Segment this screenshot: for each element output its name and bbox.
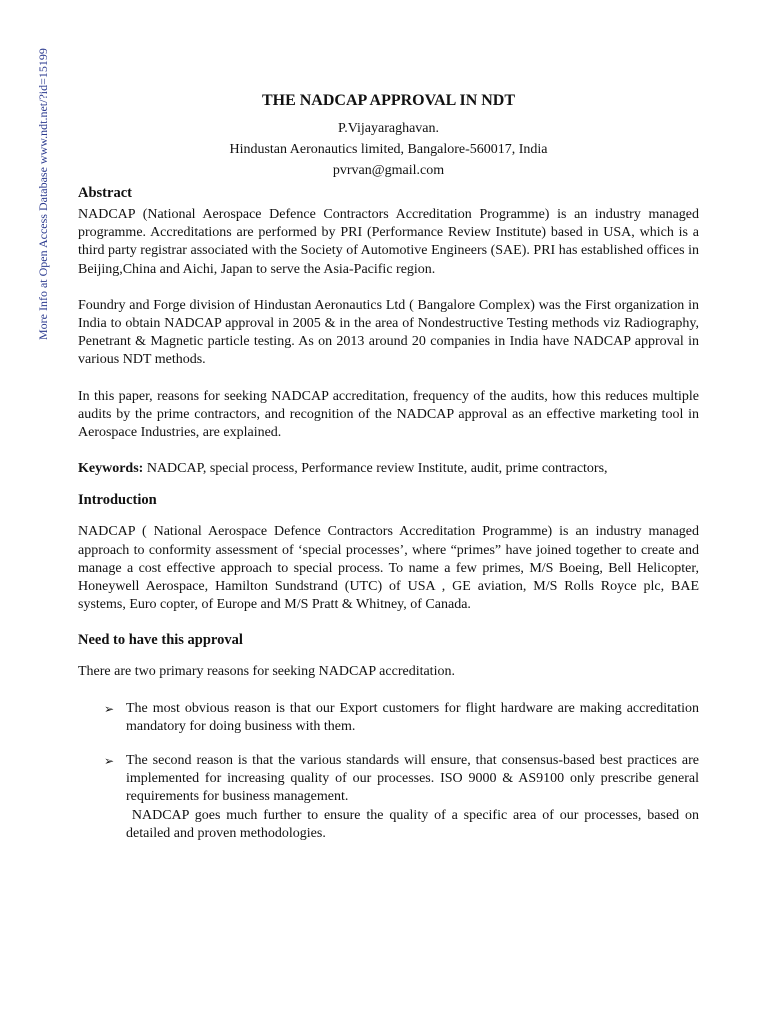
need-intro: There are two primary reasons for seeking NADCAP accreditation.	[78, 664, 455, 680]
keywords-line	[78, 460, 699, 478]
author-name: P.Vijayaraghavan.	[337, 121, 439, 136]
keywords-label: Keywords:	[78, 461, 144, 477]
author-affiliation: Hindustan Aeronautics limited, Bangalore-560017, India	[229, 142, 548, 157]
abstract-paragraph-2: Foundry and Forge division of Hindustan Aeronautics Ltd ( Bangalore Complex) was the First organization in India to obtain NADCAP approval in 2005 & in the area of Nondestructive Testing methods viz Radiography, Penetrant & Magnetic particle testing. As on 2013 around 20 companies in India have NADCAP approval in various NDT methods.	[78, 297, 699, 368]
abstract-paragraph-3: In this paper, reasons for seeking NADCAP accreditation, frequency of the audits, how this reduces multiple audits by the prime contractors, and recognition of the NADCAP approval as an effective marketing tool in Aerospace Industries, are explained.	[78, 388, 699, 441]
introduction-paragraph: NADCAP ( National Aerospace Defence Contractors Accreditation Programme) is an industry managed approach to conformity assessment of ‘special processes’, where “primes” have joined together to create and manage a cost effective approach to special process. To name a few primes, M/S Boeing, Bell Helicopter, Honeywell Aerospace, Hamilton Sundstrand (UTC) of USA , GE aviation, M/S Rolls Royce plc, BAE systems, Euro copter, of Europe and M/S Pratt & Whitney, of Canada.	[78, 524, 699, 613]
paper-title: THE NADCAP APPROVAL IN NDT	[261, 92, 516, 109]
keywords-text: NADCAP, special process, Performance review Institute, audit, prime contractors,	[143, 461, 608, 477]
abstract-heading: Abstract	[78, 185, 132, 201]
sidebar-source-text[interactable]: More Info at Open Access Database www.ndt.net/?id=15199	[36, 48, 50, 340]
bullet-text: The second reason is that the various standards will ensure, that consensus-based best practices are implemented for increasing quality of our processes. ISO 9000 & AS9100 only prescribe general requirements for business management.	[126, 753, 699, 805]
bullet-continuation: NADCAP goes much further to ensure the quality of a specific area of our processes, based on detailed and proven methodologies.	[126, 807, 703, 841]
sidebar-source-link[interactable]	[22, 48, 50, 348]
list-item	[104, 700, 699, 736]
author-block	[78, 118, 699, 181]
introduction-heading: Introduction	[78, 492, 157, 509]
bullet-text: The most obvious reason is that our Export customers for flight hardware are making accreditation mandatory for doing business with them.	[126, 700, 699, 734]
arrow-bullet-icon: ➢	[104, 754, 115, 769]
paper-page	[78, 92, 703, 859]
abstract-paragraph-1: NADCAP (National Aerospace Defence Contractors Accreditation Programme) is an industry managed programme. Accreditations are performed by PRI (Performance Review Institute) based in USA, which is a third party registrar associated with the Society of Automotive Engineers (SAE). PRI has established offices in Beijing,China and Aichi, Japan to serve the Asia-Pacific region.	[78, 207, 699, 277]
need-heading: Need to have this approval	[78, 632, 243, 649]
need-bullet-list	[78, 700, 703, 843]
list-item	[104, 752, 703, 843]
arrow-bullet-icon: ➢	[104, 701, 115, 716]
author-email: pvrvan@gmail.com	[332, 163, 445, 178]
